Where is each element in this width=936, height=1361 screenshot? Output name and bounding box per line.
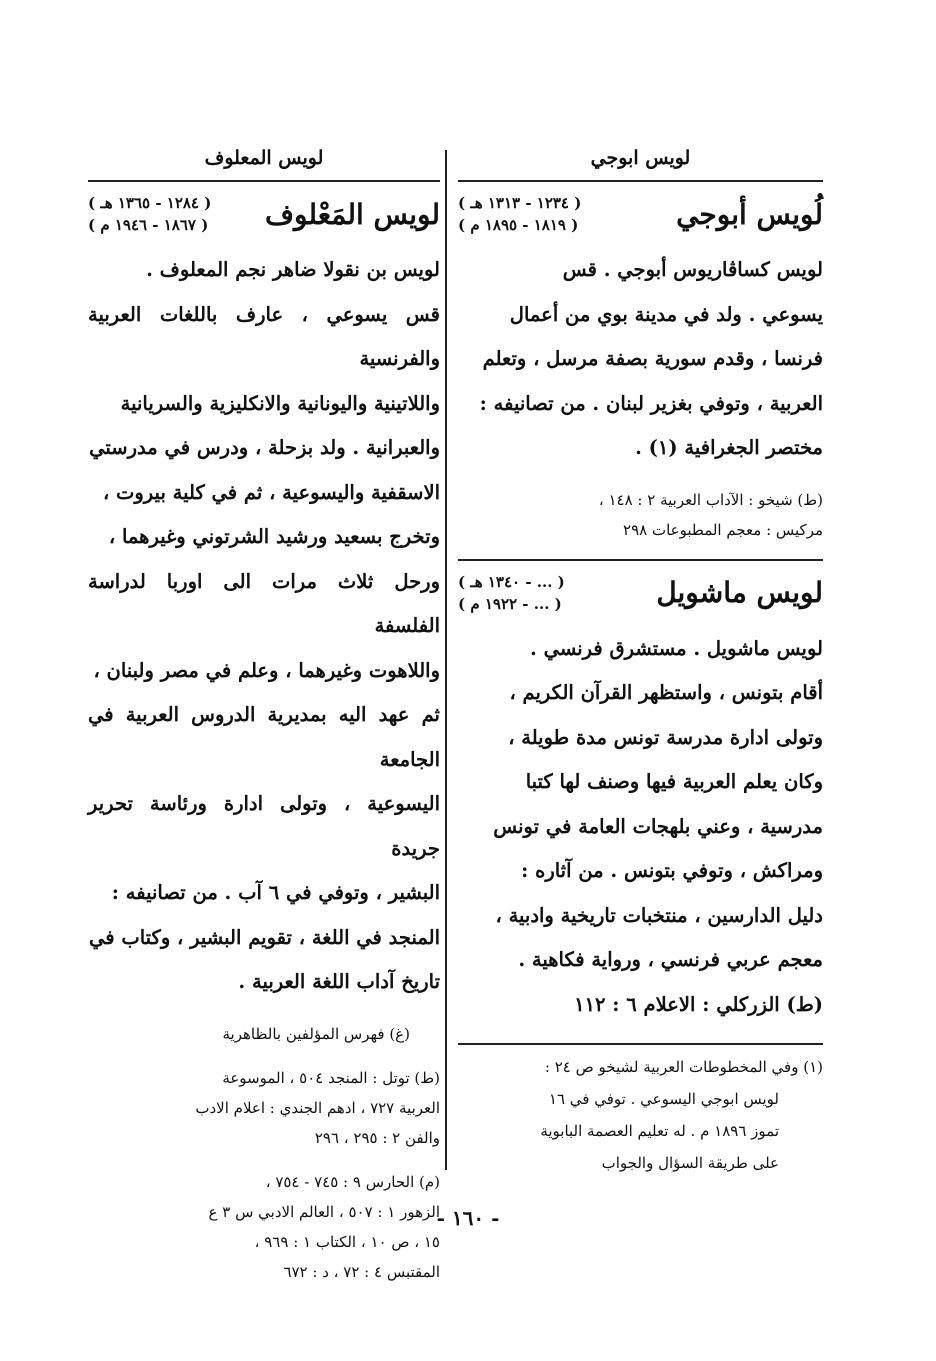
entry-name: لُويس أبوجي: [676, 197, 823, 231]
body-line: قس يسوعي ، عارف باللغات العربية والفرنسية: [88, 302, 440, 370]
left-column: [88, 140, 440, 1287]
entry-name: لويس ماشويل: [656, 576, 823, 609]
body-line: البشير ، وتوفي في ٦ آب . من تصانيفه :: [111, 881, 440, 904]
header-rule: [88, 180, 440, 182]
body-line: وتخرج بسعيد ورشيد الشرتوني وغيرهما ،: [108, 525, 440, 548]
sources: [458, 485, 823, 545]
body-line: (ط) الزركلي : الاعلام ٦ : ١١٢: [574, 992, 823, 1016]
source-line: (غ) فهرس المؤلفين بالظاهرية: [222, 1024, 410, 1043]
source-line: ١٥ ، ص ١٠ ، الكتاب ١ : ٩٦٩ ،: [254, 1232, 440, 1251]
entry-body: [458, 248, 823, 471]
source-line: العربية ٧٢٧ ، ادهم الجندي : اعلام الادب: [195, 1098, 440, 1117]
body-line: العربية ، وتوفي بغزير لبنان . من تصانيفه :: [479, 391, 823, 415]
body-line: واللاتينية واليونانية والانكليزية والسريانية: [120, 391, 440, 415]
body-line: لويس كساڤاريوس أبوجي . قس: [562, 258, 823, 281]
body-line: الاسقفية واليسوعية ، ثم في كلية بيروت ،: [102, 480, 440, 504]
left-column-header: لويس المعلوف: [204, 147, 324, 169]
entry-body: [88, 248, 440, 1005]
entry-heading: [88, 192, 440, 236]
right-column: [458, 140, 823, 1179]
header-rule: [458, 180, 823, 182]
source-line: والفن ٢ : ٢٩٥ ، ٢٩٦: [314, 1128, 440, 1147]
body-line: وكان يعلم العربية فيها وصنف لها كتبا: [525, 770, 823, 793]
body-line: واللاهوت وغيرهما ، وعلم في مصر ولبنان ،: [93, 658, 440, 682]
body-line: ثم عهد اليه بمديرية الدروس العربية في الجامعة: [88, 703, 440, 771]
right-column-header: لويس ابوجي: [590, 147, 691, 169]
body-line: ورحل ثلاث مرات الى اوربا لدراسة الفلسفة: [88, 569, 440, 637]
body-line: لويس بن نقولا ضاهر نجم المعلوف .: [146, 258, 440, 281]
entry-dates: [458, 192, 581, 236]
body-line: والعبرانية . ولد بزحلة ، ودرس في مدرستي: [89, 436, 440, 459]
body-line: دليل الدارسين ، منتخبات تاريخية وادبية ،: [495, 903, 823, 927]
body-line: يسوعي . ولد في مدينة بوي من أعمال: [509, 302, 823, 326]
entry-divider: [458, 559, 823, 561]
sources-manuscripts: [88, 1019, 440, 1049]
source-line: مركيس : معجم المطبوعات ٢٩٨: [623, 520, 823, 539]
footnote: [458, 1051, 823, 1179]
column-divider: [445, 150, 447, 1170]
entry-name: لويس المَعْلوف: [265, 197, 440, 231]
entry-body: [458, 627, 823, 1028]
entry-dates: [458, 571, 565, 615]
gregorian-dates: ( ... - ١٩٢٢ م ): [458, 594, 562, 613]
body-line: تاريخ آداب اللغة العربية .: [238, 970, 440, 993]
gregorian-dates: ( ١٨٦٧ - ١٩٤٦ م ): [88, 216, 209, 234]
body-line: فرنسا ، وقدم سورية بصفة مرسل ، وتعلم: [482, 347, 823, 370]
body-line: المنجد في اللغة ، تقويم البشير ، وكتاب في: [89, 925, 440, 949]
source-line: المقتبس ٤ : ٧٢ ، د : ٦٧٢: [283, 1262, 440, 1281]
footnote-line: على طريقة السؤال والجواب: [601, 1154, 779, 1172]
footnote-line: تموز ١٨٩٦ م . له تعليم العصمة البابوية: [540, 1122, 779, 1140]
entry-dates: [88, 192, 211, 236]
hijri-dates: ( ١٢٣٤ - ١٣١٣ هـ ): [458, 194, 582, 212]
entry-heading: [458, 192, 823, 236]
footnote-line: لويس ابوجي اليسوعي . توفي في ١٦: [548, 1090, 779, 1108]
body-line: ومراكش ، وتوفي بتونس . من آثاره :: [521, 859, 823, 882]
footnote-line: (١) وفي المخطوطات العربية لشيخو ص ٢٤ :: [544, 1058, 823, 1076]
page-number: - ١٦٠ -: [436, 1206, 500, 1230]
hijri-dates: ( ... - ١٣٤٠ هـ ): [458, 572, 565, 591]
source-line: (ط) شيخو : الآداب العربية ٢ : ١٤٨ ،: [598, 490, 823, 509]
sources-printed: [88, 1063, 440, 1153]
source-line: (ط) توتل : المنجد ٥٠٤ ، الموسوعة: [222, 1068, 440, 1087]
footnote-rule: [458, 1043, 823, 1045]
body-line: لويس ماشويل . مستشرق فرنسي .: [530, 636, 823, 660]
body-line: مدرسية ، وعني بلهجات العامة في تونس: [493, 814, 823, 838]
body-line: وتولى ادارة مدرسة تونس مدة طويلة ،: [508, 725, 823, 749]
body-line: اليسوعية ، وتولى ادارة ورئاسة تحرير جريدة: [88, 792, 440, 860]
body-line: مختصر الجغرافية (١) .: [635, 436, 823, 459]
source-line: (م) الحارس ٩ : ٧٤٥ - ٧٥٤ ،: [265, 1172, 440, 1191]
hijri-dates: ( ١٢٨٤ - ١٣٦٥ هـ ): [88, 194, 212, 212]
source-line: الزهور ١ : ٥٠٧ ، العالم الادبي س ٣ ع: [208, 1202, 440, 1221]
gregorian-dates: ( ١٨١٩ - ١٨٩٥ م ): [458, 216, 579, 234]
body-line: معجم عربي فرنسي ، ورواية فكاهية .: [518, 948, 823, 971]
entry-heading: [458, 571, 823, 615]
body-line: أقام بتونس ، واستظهر القرآن الكريم ،: [509, 681, 823, 704]
